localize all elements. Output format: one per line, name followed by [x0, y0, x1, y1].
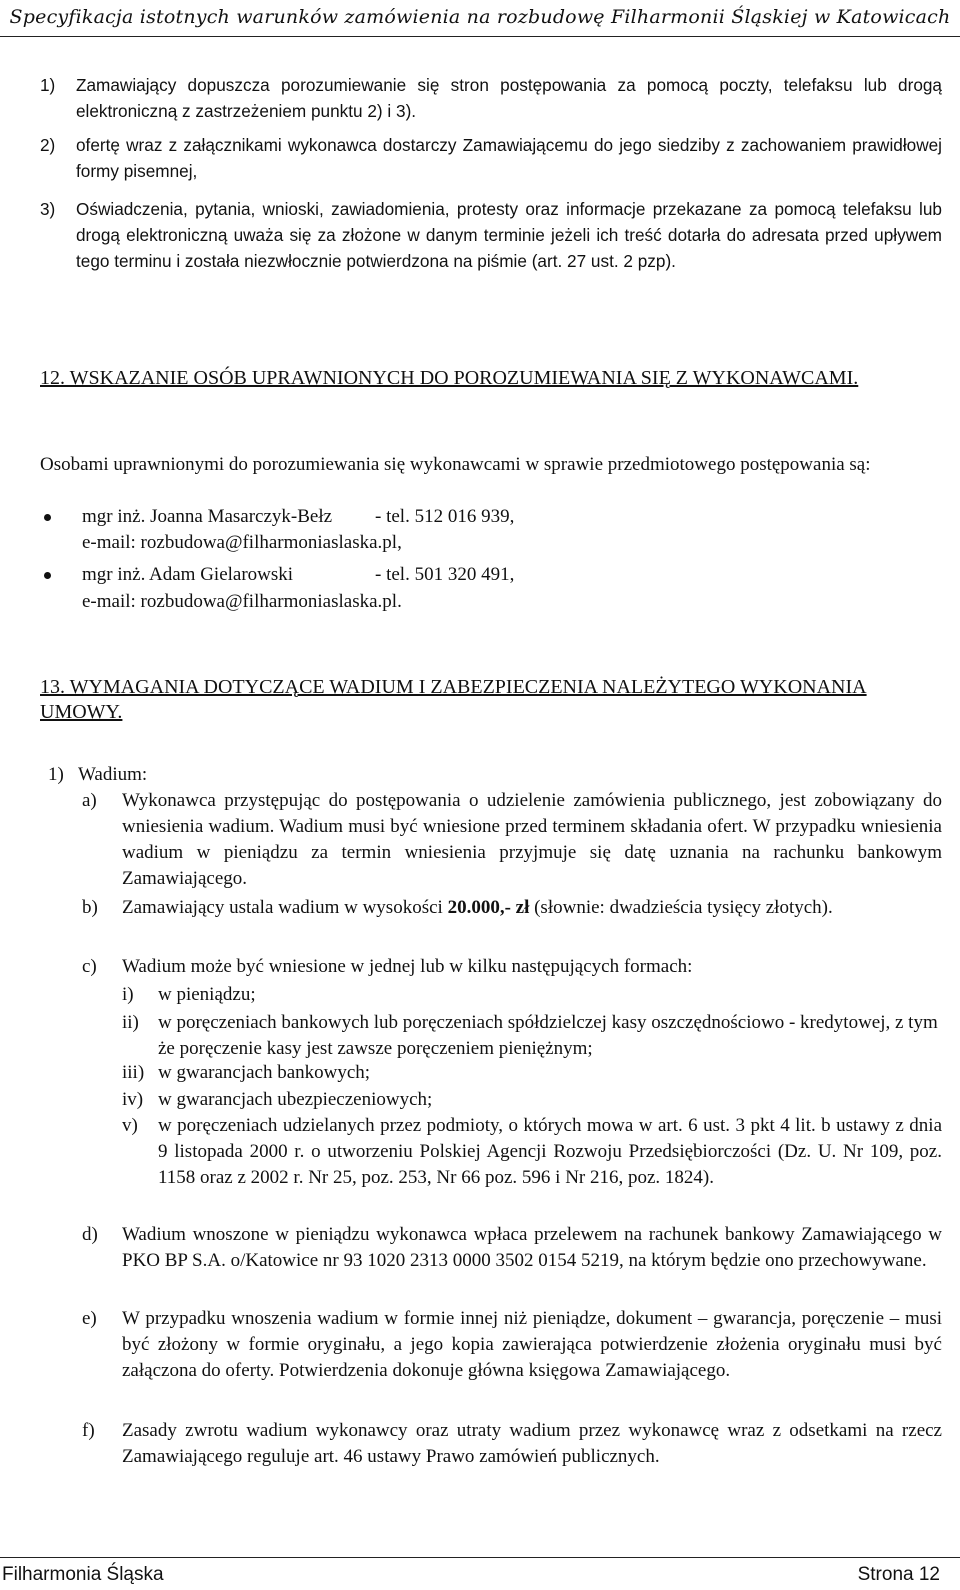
section-heading-12: 12. WSKAZANIE OSÓB UPRAWNIONYCH DO POROZUMIEWANIA SIĘ Z WYKONAWCAMI.: [40, 367, 859, 389]
contact-phone: - tel. 501 320 491,: [375, 564, 515, 585]
point-f-text: Zasady zwrotu wadium wykonawcy oraz utraty wadium przez wykonawcę wraz z odsetkami na rzecz Zamawiającego reguluje art. 46 ustawy Prawo zamówień publicznych.: [122, 1420, 942, 1467]
point-c-text: Wadium może być wniesione w jednej lub w kilku następujących formach:: [122, 956, 693, 977]
section-heading-13: 13. WYMAGANIA DOTYCZĄCE WADIUM I ZABEZPIECZENIA NALEŻYTEGO WYKONANIA UMOWY.: [40, 676, 867, 723]
form-number: v): [122, 1115, 138, 1136]
wadium-title: Wadium:: [78, 764, 148, 785]
bullet: [44, 572, 51, 579]
point-label-c: c): [82, 956, 97, 977]
point-b-text: Zamawiający ustala wadium w wysokości 20.000,- zł (słownie: dwadzieścia tysięcy złotych).: [122, 897, 833, 918]
point-e-text: W przypadku wnoszenia wadium w formie innej niż pieniądze, dokument – gwarancja, poręczenie – musi być złożony w formie oryginału, a jego kopia zawierająca potwierdzenie złożenia oryginału musi być załączona do oferty. Potwierdzenia dokonuje główna księgowa Zamawiającego.: [122, 1308, 942, 1381]
item-number: 1): [48, 764, 64, 785]
item-number: 3): [40, 199, 56, 219]
contact-phone: - tel. 512 016 939,: [375, 506, 515, 527]
item-number: 2): [40, 135, 56, 155]
point-label-e: e): [82, 1308, 97, 1329]
form-item: w gwarancjach ubezpieczeniowych;: [158, 1089, 433, 1110]
form-number: i): [122, 984, 134, 1005]
point-label-d: d): [82, 1224, 98, 1245]
point-label-b: b): [82, 897, 98, 918]
point-label-a: a): [82, 790, 97, 811]
contact-email: e-mail: rozbudowa@filharmoniaslaska.pl,: [82, 532, 402, 553]
communication-item: Zamawiający dopuszcza porozumiewanie się stron postępowania za pomocą poczty, telefaksu lub drogą elektroniczną z zastrzeżeniem punktu 2) i 3).: [76, 75, 942, 121]
bullet: [44, 514, 51, 521]
form-item: w pieniądzu;: [158, 984, 256, 1005]
communication-item: Oświadczenia, pytania, wnioski, zawiadomienia, protesty oraz informacje przekazane za pomocą telefaksu lub drogą elektroniczną uważa się za złożone w danym terminie jeżeli ich treść dotarła do adresata przed upływem tego terminu i została niezwłocznie potwierdzona na piśmie (art. 27 ust. 2 pzp).: [76, 199, 942, 271]
wadium-amount: 20.000,- zł: [447, 897, 530, 918]
form-item: w poręczeniach bankowych lub poręczeniach spółdzielczej kasy oszczędnościowo - kredytowej, z tym że poręczenie kasy jest zawsze poręczeniem pieniężnym;: [158, 1012, 938, 1059]
form-number: iii): [122, 1062, 145, 1083]
point-d-text: Wadium wnoszone w pieniądzu wykonawca wpłaca przelewem na rachunek bankowy Zamawiającego w PKO BP S.A. o/Katowice nr 93 1020 2313 0000 3502 0154 5219, na którym będzie ono przechowywane.: [122, 1224, 942, 1271]
form-number: iv): [122, 1089, 144, 1110]
contact-name: mgr inż. Adam Gielarowski: [82, 564, 294, 585]
point-label-f: f): [82, 1420, 95, 1441]
contact-intro: Osobami uprawnionymi do porozumiewania się wykonawcami w sprawie przedmiotowego postępowania są:: [40, 454, 871, 475]
item-number: 1): [40, 75, 56, 95]
footer-organization: Filharmonia Śląska: [2, 1564, 164, 1585]
point-a-text: Wykonawca przystępując do postępowania o udzielenie zamówienia publicznego, jest zobowiązany do wniesienia wadium. Wadium musi być wniesione przed terminem składania ofert. W przypadku wniesienia wadium w pieniądzu za termin wniesienia przyjmuje się datę uznania na rachunku bankowym Zamawiającego.: [122, 790, 942, 889]
page-footer: [0, 1557, 960, 1590]
contact-email: e-mail: rozbudowa@filharmoniaslaska.pl.: [82, 591, 402, 612]
form-item: w gwarancjach bankowych;: [158, 1062, 371, 1083]
contact-name: mgr inż. Joanna Masarczyk-Bełz: [82, 506, 333, 527]
page-number: Strona 12: [857, 1564, 940, 1585]
form-number: ii): [122, 1012, 139, 1033]
page-header: Specyfikacja istotnych warunków zamówienia na rozbudowę Filharmonii Śląskiej w Katowicach: [0, 0, 960, 37]
form-item: w poręczeniach udzielanych przez podmioty, o których mowa w art. 6 ust. 3 pkt 4 lit. b ustawy z dnia 9 listopada 2000 r. o utworzeniu Polskiej Agencji Rozwoju Przedsiębiorczości (Dz. U. Nr 109, poz. 1158 oraz z 2002 r. Nr 25, poz. 253, Nr 66 poz. 596 i Nr 216, poz. 1824).: [158, 1115, 942, 1188]
communication-item: ofertę wraz z załącznikami wykonawca dostarczy Zamawiającemu do jego siedziby z zachowaniem prawidłowej formy pisemnej,: [76, 135, 942, 181]
